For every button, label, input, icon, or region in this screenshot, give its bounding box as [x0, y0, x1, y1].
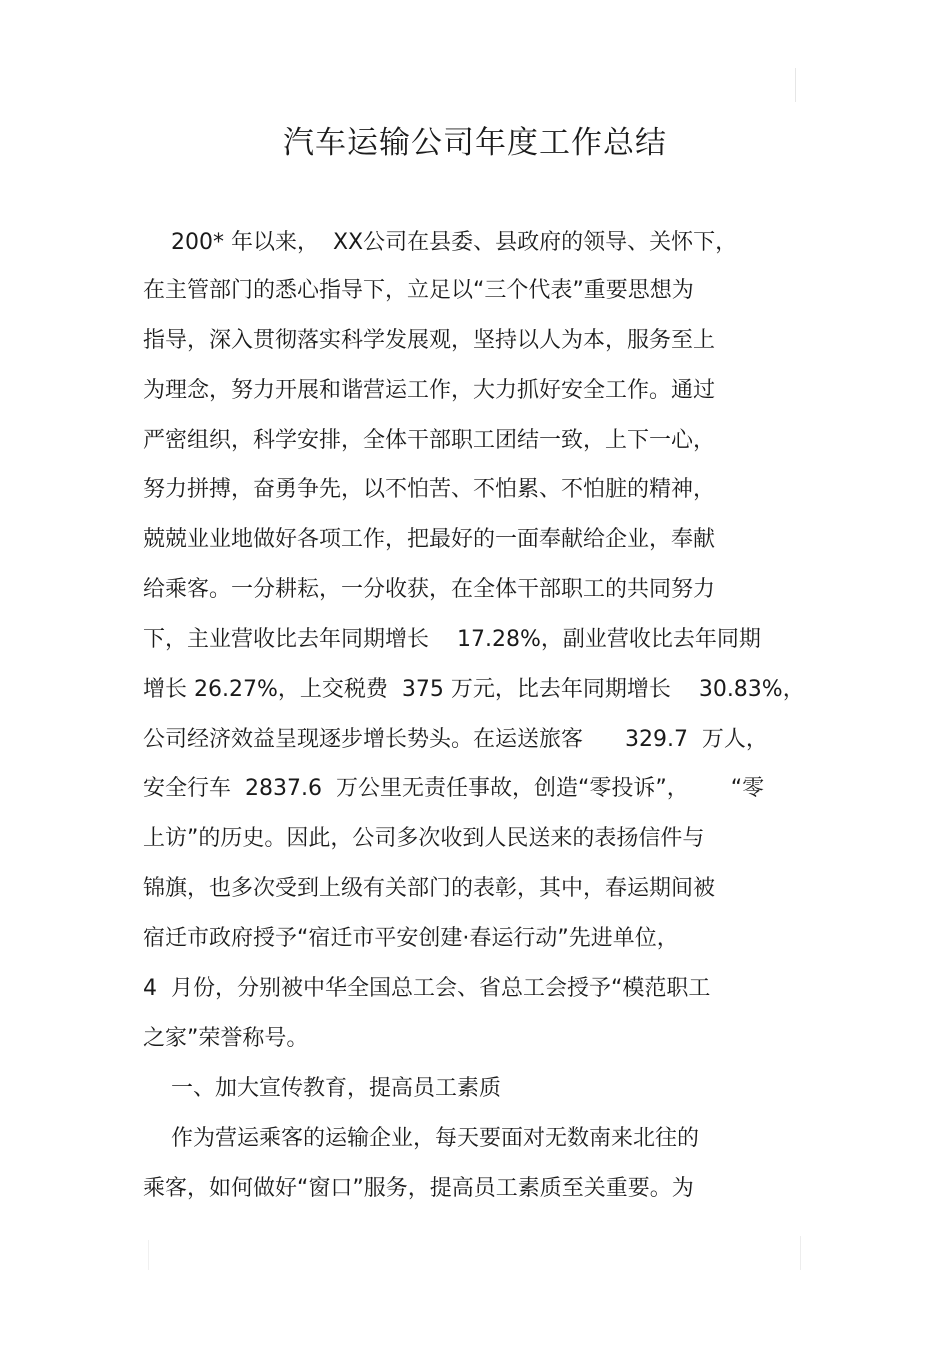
body-line: 安全行车 2837.6 万公里无责任事故，创造“零投诉”， “零	[143, 776, 765, 801]
body-line: 4 月份，分别被中华全国总工会、省总工会授予“模范职工	[143, 976, 711, 1001]
body-line: 增长 26.27%，上交税费 375 万元，比去年同期增长 30.83%，	[143, 677, 805, 702]
section-heading: 一、加大宣传教育，提高员工素质	[143, 1076, 501, 1101]
body-line: 公司经济效益呈现逐步增长势头。在运送旅客 329.7 万人，	[143, 727, 768, 752]
body-line: 上访”的历史。因此，公司多次收到人民送来的表扬信件与	[143, 826, 705, 851]
page-edge-mark	[800, 1236, 801, 1270]
body-line: 给乘客。一分耕耘，一分收获，在全体干部职工的共同努力	[143, 577, 716, 602]
page-edge-mark	[148, 1240, 149, 1270]
body-line: 宿迁市政府授予“宿迁市平安创建·春运行动”先进单位，	[143, 926, 679, 951]
body-line: 兢兢业业地做好各项工作，把最好的一面奉献给企业，奉献	[143, 527, 716, 552]
body-line: 为理念，努力开展和谐营运工作，大力抓好安全工作。通过	[143, 378, 716, 403]
body-line: 指导，深入贯彻落实科学发展观，坚持以人为本，服务至上	[143, 328, 716, 353]
body-line: 严密组织，科学安排，全体干部职工团结一致，上下一心，	[143, 428, 716, 453]
body-line: 在主管部门的悉心指导下，立足以“三个代表”重要思想为	[143, 278, 694, 303]
body-line: 下，主业营收比去年同期增长 17.28%，副业营收比去年同期	[143, 627, 761, 652]
body-line: 乘客，如何做好“窗口”服务，提高员工素质至关重要。为	[143, 1176, 694, 1201]
page-edge-mark	[795, 68, 796, 102]
document-title: 汽车运输公司年度工作总结	[283, 125, 667, 161]
body-line: 200* 年以来， XX公司在县委、县政府的领导、关怀下，	[143, 230, 738, 255]
body-line: 锦旗，也多次受到上级有关部门的表彰，其中，春运期间被	[143, 876, 716, 901]
body-line: 作为营运乘客的运输企业，每天要面对无数南来北往的	[143, 1126, 699, 1151]
body-line: 努力拼搏，奋勇争先，以不怕苦、不怕累、不怕脏的精神，	[143, 477, 716, 502]
body-line: 之家”荣誉称号。	[143, 1026, 309, 1051]
